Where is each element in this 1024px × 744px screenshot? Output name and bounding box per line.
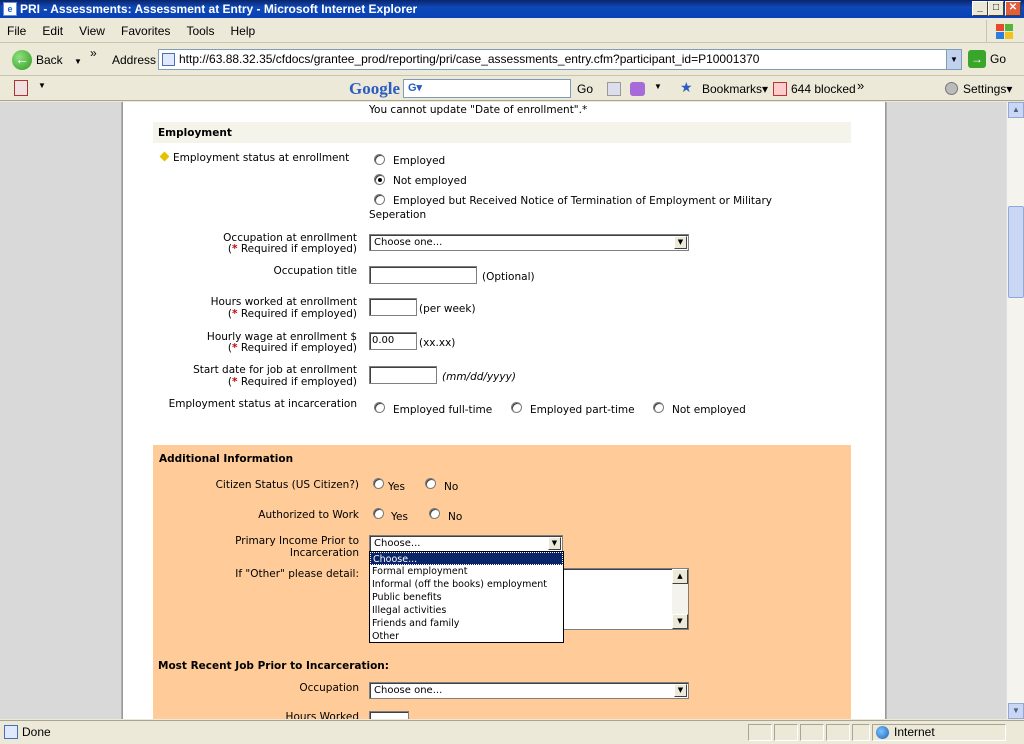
- radio-employed-label: Employed: [393, 155, 446, 167]
- windows-logo-icon: [986, 20, 1016, 42]
- recent-hours-label: Hours Worked: [285, 711, 359, 719]
- income-option-informal-employment[interactable]: Informal (off the books) employment: [372, 579, 548, 590]
- recent-occupation-select[interactable]: Choose one... ▼: [369, 682, 689, 699]
- menu-tools[interactable]: Tools: [186, 24, 215, 38]
- radio-citizen-yes-label: Yes: [388, 481, 405, 493]
- minimize-button[interactable]: _: [972, 1, 988, 16]
- incarceration-status-label: Employment status at incarceration: [168, 398, 357, 410]
- status-section: [748, 724, 772, 741]
- hours-enrollment-input[interactable]: [369, 298, 417, 316]
- radio-employed[interactable]: [374, 154, 385, 165]
- scrollbar-thumb[interactable]: [1008, 206, 1024, 298]
- google-toolbar-more-chevron[interactable]: »: [857, 78, 865, 93]
- radio-citizen-yes[interactable]: [373, 478, 384, 489]
- status-bar: [0, 720, 1024, 744]
- radio-citizen-no[interactable]: [425, 478, 436, 489]
- radio-employed-full-time-label: Employed full-time: [393, 404, 493, 416]
- menu-file[interactable]: File: [7, 24, 27, 38]
- recent-hours-input[interactable]: [369, 711, 409, 719]
- radio-not-employed-incarceration-label: Not employed: [672, 404, 746, 416]
- start-date-input[interactable]: [369, 366, 437, 384]
- start-date-label: Start date for job at enrollment: [193, 364, 357, 376]
- security-zone-section: [872, 724, 1006, 741]
- income-option-illegal-activities[interactable]: Illegal activities: [372, 605, 447, 616]
- optional-hint: (Optional): [482, 271, 535, 283]
- textarea-scrollbar[interactable]: [672, 569, 688, 629]
- hours-required-note: (* Required if employed): [227, 308, 357, 320]
- pdf-icon[interactable]: [14, 80, 28, 96]
- page-left-margin: [0, 102, 122, 719]
- page-icon: [162, 53, 175, 66]
- wage-format-hint: (xx.xx): [419, 337, 456, 349]
- window-title-bar: [0, 0, 1024, 18]
- occupation-title-input[interactable]: [369, 266, 477, 284]
- radio-employed-notice[interactable]: [374, 194, 385, 205]
- menu-view[interactable]: View: [79, 24, 105, 38]
- income-option-friends-family[interactable]: Friends and family: [372, 618, 460, 629]
- window-title: PRI - Assessments: Assessment at Entry - Microsoft Internet Explorer: [20, 2, 418, 16]
- required-diamond-icon: [160, 152, 170, 162]
- enrollment-date-note: You cannot update "Date of enrollment".*: [369, 104, 588, 116]
- menu-help[interactable]: Help: [230, 24, 256, 38]
- pagerank-icon[interactable]: [607, 82, 621, 96]
- popup-blocked-count[interactable]: 644 blocked: [791, 82, 856, 96]
- radio-employed-full-time[interactable]: [374, 402, 385, 413]
- radio-authorized-yes[interactable]: [373, 508, 384, 519]
- occupation-required-note: (* Required if employed): [227, 243, 357, 255]
- news-icon[interactable]: [630, 82, 645, 96]
- wage-enrollment-input[interactable]: 0.00: [369, 332, 417, 350]
- address-dropdown-icon[interactable]: ▼: [946, 50, 961, 69]
- address-url: http://63.88.32.35/cfdocs/grantee_prod/reporting/pri/case_assessments_entry.cfm?participant_id=P10001370: [179, 52, 760, 66]
- chevron-down-icon: ▼: [548, 537, 561, 550]
- primary-income-select[interactable]: Choose... ▼: [369, 535, 563, 552]
- additional-info-header: Additional Information: [159, 453, 294, 465]
- employment-status-label: Employment status at enrollment: [173, 152, 350, 164]
- settings-icon: [945, 82, 958, 95]
- status-section: [774, 724, 798, 741]
- radio-employed-notice-label-cont: Seperation: [369, 209, 427, 221]
- security-zone-label: Internet: [894, 725, 935, 739]
- chevron-down-icon: ▼: [674, 684, 687, 697]
- income-option-choose[interactable]: Choose...: [370, 552, 563, 565]
- radio-citizen-no-label: No: [444, 481, 459, 493]
- radio-employed-notice-label: Employed but Received Notice of Termination of Employment or Military: [393, 195, 772, 207]
- wage-enrollment-label: Hourly wage at enrollment $: [206, 331, 357, 343]
- go-button[interactable]: [968, 52, 1006, 66]
- start-date-required-note: (* Required if employed): [227, 376, 357, 388]
- other-detail-label: If "Other" please detail:: [235, 568, 359, 580]
- page-scrollbar[interactable]: [1006, 102, 1024, 719]
- income-option-other[interactable]: Other: [372, 631, 399, 642]
- back-button[interactable]: [10, 49, 82, 71]
- occupation-enrollment-select[interactable]: Choose one... ▼: [369, 234, 689, 251]
- page-right-margin: [886, 102, 1006, 719]
- google-toolbar: [0, 77, 1024, 101]
- primary-income-label-cont: Incarceration: [289, 547, 359, 559]
- star-icon: ★: [680, 79, 693, 95]
- status-section: [826, 724, 850, 741]
- google-dropdown-icon[interactable]: ▼: [654, 82, 662, 91]
- status-text: Done: [22, 725, 51, 739]
- employment-section-header: Employment: [153, 122, 851, 143]
- form-content: [122, 102, 886, 719]
- per-week-hint: (per week): [419, 303, 476, 315]
- hours-enrollment-label: Hours worked at enrollment: [210, 296, 357, 308]
- scroll-up-icon: ▲: [672, 569, 688, 584]
- bookmarks-button[interactable]: Bookmarks▾: [702, 82, 769, 96]
- income-option-public-benefits[interactable]: Public benefits: [372, 592, 442, 603]
- recent-job-header: Most Recent Job Prior to Incarceration:: [158, 660, 389, 672]
- google-logo: Google: [349, 79, 400, 98]
- close-button[interactable]: ✕: [1005, 1, 1021, 16]
- back-dropdown-icon[interactable]: ▼: [74, 57, 82, 66]
- radio-authorized-yes-label: Yes: [391, 511, 408, 523]
- radio-not-employed[interactable]: [374, 174, 385, 185]
- menu-bar: [0, 19, 1024, 43]
- back-arrow-icon: ←: [12, 50, 32, 70]
- radio-employed-part-time-label: Employed part-time: [530, 404, 635, 416]
- wage-required-note: (* Required if employed): [227, 342, 357, 354]
- radio-authorized-no[interactable]: [429, 508, 440, 519]
- browser-viewport: [0, 102, 1024, 719]
- scroll-up-icon[interactable]: ▲: [1008, 102, 1024, 118]
- back-label: Back: [36, 53, 63, 67]
- income-option-formal-employment[interactable]: Formal employment: [372, 566, 468, 577]
- recent-occupation-label: Occupation: [299, 682, 359, 694]
- ie-app-icon: e: [3, 2, 17, 16]
- google-go-button[interactable]: Go: [577, 82, 594, 96]
- citizen-status-label: Citizen Status (US Citizen?): [215, 479, 359, 491]
- occupation-title-label: Occupation title: [273, 265, 357, 277]
- status-section: [852, 724, 870, 741]
- address-input[interactable]: [158, 49, 962, 70]
- globe-icon: [876, 726, 889, 739]
- menu-edit[interactable]: Edit: [42, 24, 64, 38]
- primary-income-dropdown-list[interactable]: [369, 551, 564, 643]
- go-label: Go: [990, 52, 1007, 66]
- pdf-dropdown-icon[interactable]: ▼: [38, 81, 46, 90]
- page-done-icon: [4, 725, 18, 739]
- address-toolbar: [0, 44, 1024, 76]
- radio-authorized-no-label: No: [448, 511, 463, 523]
- occupation-enrollment-label: Occupation at enrollment: [223, 232, 357, 244]
- menu-favorites[interactable]: Favorites: [121, 24, 171, 38]
- google-search-input[interactable]: G▾: [403, 79, 571, 98]
- settings-button[interactable]: Settings▾: [963, 82, 1013, 96]
- chevron-down-icon: ▼: [674, 236, 687, 249]
- maximize-button[interactable]: □: [988, 1, 1004, 16]
- scroll-down-icon[interactable]: ▼: [1008, 703, 1024, 719]
- scroll-down-icon: ▼: [672, 614, 688, 629]
- toolbar-more-chevron[interactable]: »: [90, 46, 97, 60]
- popup-blocker-icon: [773, 82, 787, 96]
- radio-employed-part-time[interactable]: [511, 402, 522, 413]
- primary-income-label: Primary Income Prior to: [235, 535, 359, 547]
- go-arrow-icon: →: [968, 50, 986, 68]
- status-section: [800, 724, 824, 741]
- radio-not-employed-label: Not employed: [393, 175, 467, 187]
- radio-not-employed-incarceration[interactable]: [653, 402, 664, 413]
- authorized-to-work-label: Authorized to Work: [258, 509, 359, 521]
- date-format-hint: (mm/dd/yyyy): [442, 371, 516, 383]
- address-label: Address: [112, 53, 157, 67]
